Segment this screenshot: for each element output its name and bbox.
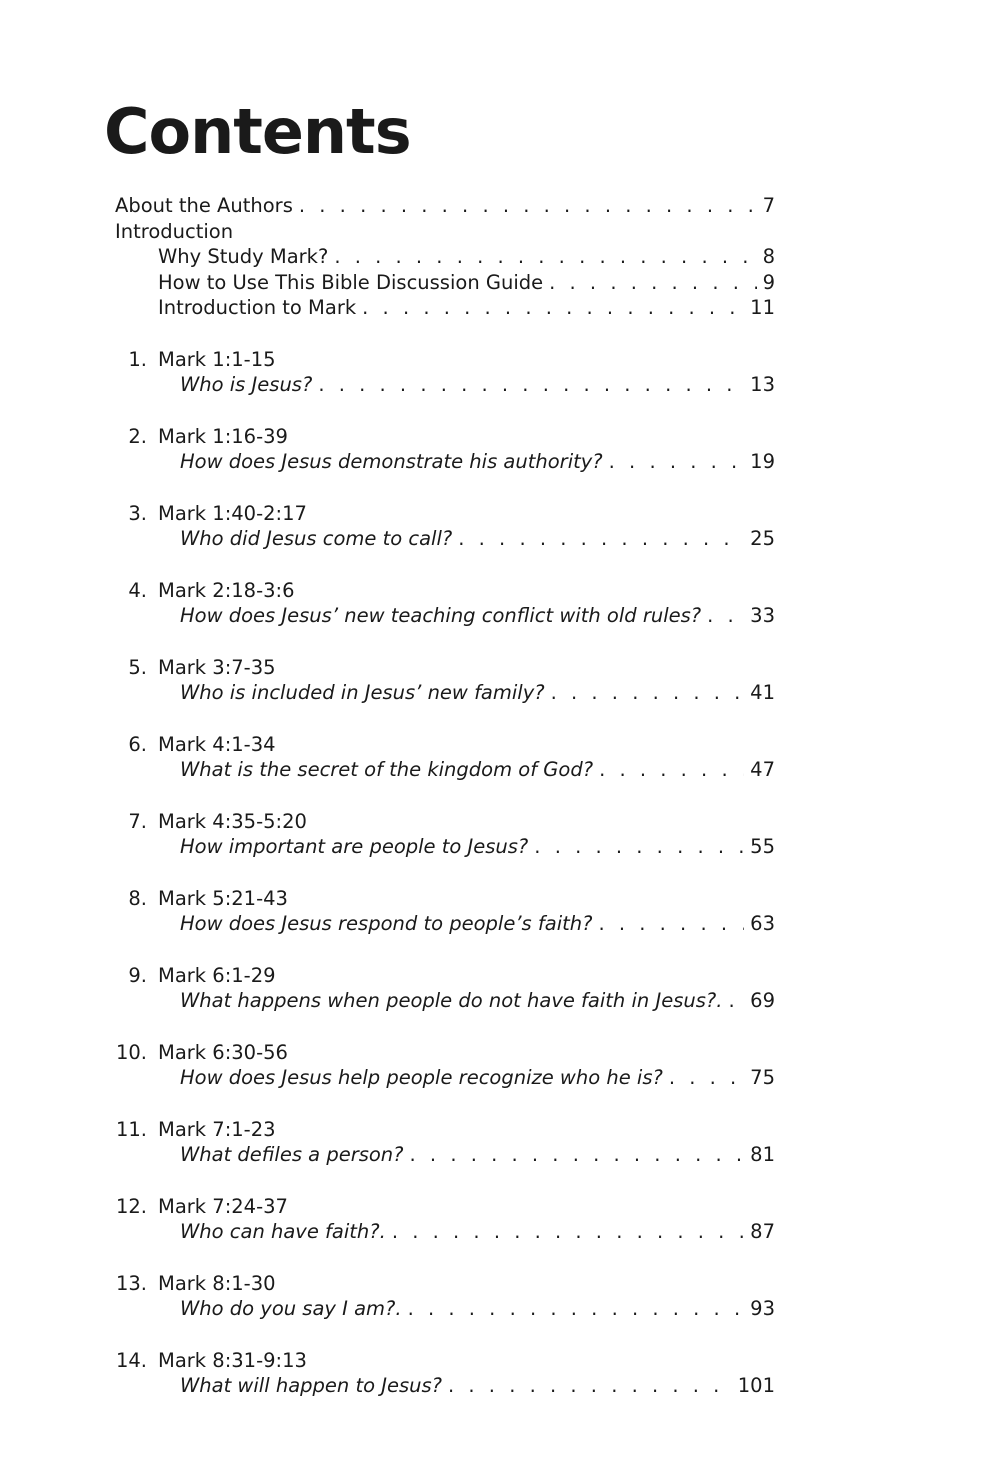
chapter-number bbox=[115, 424, 147, 450]
chapter-passage: Mark 1:16-39 bbox=[158, 424, 288, 448]
chapter-entry bbox=[115, 1271, 775, 1348]
page-number: 19 bbox=[750, 450, 775, 474]
page-number: 11 bbox=[750, 296, 775, 320]
dot-leader bbox=[408, 1296, 745, 1322]
chapter-passage: Mark 7:1-23 bbox=[158, 1117, 276, 1141]
chapter-question-row[interactable] bbox=[115, 1065, 775, 1091]
chapter-question: What is the secret of the kingdom of God? bbox=[180, 758, 594, 782]
chapter-number bbox=[115, 347, 147, 373]
chapter-entry bbox=[115, 347, 775, 424]
dot-leader bbox=[551, 680, 745, 706]
chapter-question: How does Jesus’ new teaching conflict with old rules? bbox=[180, 604, 702, 628]
chapter-heading bbox=[115, 732, 775, 758]
toc-entry[interactable] bbox=[115, 295, 775, 321]
chapter-heading bbox=[115, 501, 775, 527]
chapter-passage: Mark 2:18-3:6 bbox=[158, 578, 295, 602]
chapter-question-row[interactable] bbox=[115, 449, 775, 475]
chapter-number bbox=[115, 1348, 147, 1374]
chapter-entry bbox=[115, 578, 775, 655]
chapter-passage: Mark 7:24-37 bbox=[158, 1194, 288, 1218]
chapter-question: What will happen to Jesus? bbox=[180, 1374, 443, 1398]
dot-leader bbox=[362, 295, 744, 321]
chapter-number bbox=[115, 963, 147, 989]
page-number: 81 bbox=[750, 1143, 775, 1167]
chapter-number-text: 12. bbox=[115, 1194, 147, 1218]
chapter-passage: Mark 6:30-56 bbox=[158, 1040, 288, 1064]
chapter-number bbox=[115, 1271, 147, 1297]
dot-leader bbox=[318, 372, 744, 398]
page-number: 13 bbox=[750, 373, 775, 397]
entry-title: About the Authors bbox=[115, 194, 293, 217]
toc-entry[interactable] bbox=[115, 244, 775, 270]
dot-leader bbox=[707, 603, 744, 629]
chapter-number-text: 10. bbox=[115, 1040, 147, 1064]
chapter-heading bbox=[115, 963, 775, 989]
chapter-passage: Mark 6:1-29 bbox=[158, 963, 276, 987]
entry-title: Introduction bbox=[115, 219, 234, 243]
chapter-passage: Mark 4:1-34 bbox=[158, 732, 276, 756]
chapter-heading bbox=[115, 655, 775, 681]
chapter-passage: Mark 8:1-30 bbox=[158, 1271, 276, 1295]
page-number: 63 bbox=[750, 912, 775, 936]
chapter-number bbox=[115, 1040, 147, 1066]
page-number: 87 bbox=[750, 1220, 775, 1244]
chapter-number-text: 11. bbox=[115, 1117, 147, 1141]
chapter-heading bbox=[115, 1271, 775, 1297]
chapter-question-row[interactable] bbox=[115, 1219, 775, 1245]
chapter-heading bbox=[115, 424, 775, 450]
chapter-passage: Mark 1:1-15 bbox=[158, 347, 276, 371]
dot-leader bbox=[299, 193, 757, 219]
page-number: 41 bbox=[750, 681, 775, 705]
chapter-number bbox=[115, 1194, 147, 1220]
chapter-entry bbox=[115, 809, 775, 886]
dot-leader bbox=[448, 1373, 732, 1399]
chapter-number-text: 14. bbox=[115, 1348, 147, 1372]
chapter-number-text: 2. bbox=[128, 424, 147, 448]
chapter-number-text: 9. bbox=[128, 963, 147, 987]
chapter-number bbox=[115, 1117, 147, 1143]
page-number: 101 bbox=[737, 1374, 775, 1398]
chapter-entry bbox=[115, 732, 775, 809]
chapter-question-row[interactable] bbox=[115, 603, 775, 629]
chapter-entry bbox=[115, 1040, 775, 1117]
chapter-question-row[interactable] bbox=[115, 1142, 775, 1168]
chapter-number-text: 1. bbox=[128, 347, 147, 371]
chapter-number bbox=[115, 655, 147, 681]
chapter-heading bbox=[115, 347, 775, 373]
chapter-question-row[interactable] bbox=[115, 834, 775, 860]
entry-title: How to Use This Bible Discussion Guide bbox=[158, 270, 544, 294]
page-number: 69 bbox=[750, 989, 775, 1013]
chapter-question-row[interactable] bbox=[115, 1373, 775, 1399]
chapter-passage: Mark 1:40-2:17 bbox=[158, 501, 307, 525]
dot-leader bbox=[609, 449, 745, 475]
chapter-entry bbox=[115, 1117, 775, 1194]
chapter-passage: Mark 3:7-35 bbox=[158, 655, 276, 679]
chapter-question: What happens when people do not have faith in Jesus?. bbox=[180, 989, 723, 1013]
chapter-question-row[interactable] bbox=[115, 1296, 775, 1322]
front-matter bbox=[115, 193, 775, 321]
chapter-list bbox=[115, 347, 775, 1425]
chapter-question-row[interactable] bbox=[115, 680, 775, 706]
chapter-entry bbox=[115, 886, 775, 963]
chapter-number bbox=[115, 578, 147, 604]
dot-leader bbox=[549, 270, 756, 296]
dot-leader bbox=[458, 526, 744, 552]
chapter-question-row[interactable] bbox=[115, 757, 775, 783]
chapter-question: How does Jesus demonstrate his authority? bbox=[180, 450, 603, 474]
toc-entry[interactable] bbox=[115, 193, 775, 219]
chapter-question-row[interactable] bbox=[115, 911, 775, 937]
dot-leader bbox=[599, 757, 744, 783]
page-number: 7 bbox=[762, 194, 775, 217]
chapter-entry bbox=[115, 424, 775, 501]
page-title: Contents bbox=[104, 95, 411, 168]
chapter-heading bbox=[115, 809, 775, 835]
chapter-question: Who is included in Jesus’ new family? bbox=[180, 681, 545, 705]
chapter-question: Who do you say I am?. bbox=[180, 1297, 402, 1321]
chapter-entry bbox=[115, 963, 775, 1040]
chapter-number-text: 6. bbox=[128, 732, 147, 756]
dot-leader bbox=[669, 1065, 744, 1091]
chapter-passage: Mark 5:21-43 bbox=[158, 886, 288, 910]
chapter-heading bbox=[115, 1348, 775, 1374]
chapter-question: Who is Jesus? bbox=[180, 373, 313, 397]
chapter-number-text: 4. bbox=[128, 578, 147, 602]
chapter-question: What defiles a person? bbox=[180, 1143, 404, 1167]
chapter-passage: Mark 4:35-5:20 bbox=[158, 809, 307, 833]
page-number: 75 bbox=[750, 1066, 775, 1090]
chapter-number-text: 5. bbox=[128, 655, 147, 679]
chapter-number bbox=[115, 732, 147, 758]
dot-leader bbox=[598, 911, 744, 937]
chapter-number-text: 13. bbox=[115, 1271, 147, 1295]
chapter-question: How does Jesus help people recognize who he is? bbox=[180, 1066, 663, 1090]
chapter-question: Who can have faith?. bbox=[180, 1220, 386, 1244]
toc-entry[interactable] bbox=[115, 219, 775, 245]
page-number: 8 bbox=[762, 245, 775, 269]
dot-leader bbox=[334, 244, 756, 270]
chapter-number-text: 8. bbox=[128, 886, 147, 910]
chapter-number-text: 3. bbox=[128, 501, 147, 525]
chapter-question-row[interactable] bbox=[115, 526, 775, 552]
entry-title: Introduction to Mark bbox=[158, 296, 357, 320]
chapter-question-row[interactable] bbox=[115, 372, 775, 398]
page-number: 55 bbox=[750, 835, 775, 859]
chapter-question-row[interactable] bbox=[115, 988, 775, 1014]
entry-title: Why Study Mark? bbox=[158, 245, 329, 269]
page-number: 33 bbox=[750, 604, 775, 628]
chapter-number bbox=[115, 886, 147, 912]
page-number: 47 bbox=[750, 758, 775, 782]
page-number: 93 bbox=[750, 1297, 775, 1321]
dot-leader bbox=[728, 988, 744, 1014]
chapter-heading bbox=[115, 578, 775, 604]
page-number: 9 bbox=[762, 270, 775, 294]
chapter-question: Who did Jesus come to call? bbox=[180, 527, 453, 551]
chapter-number-text: 7. bbox=[128, 809, 147, 833]
chapter-heading bbox=[115, 1040, 775, 1066]
chapter-number bbox=[115, 809, 147, 835]
chapter-entry bbox=[115, 1348, 775, 1425]
dot-leader bbox=[410, 1142, 745, 1168]
table-of-contents bbox=[115, 193, 775, 1425]
chapter-number bbox=[115, 501, 147, 527]
toc-entry[interactable] bbox=[115, 270, 775, 296]
chapter-heading bbox=[115, 1117, 775, 1143]
chapter-question: How important are people to Jesus? bbox=[180, 835, 529, 859]
chapter-heading bbox=[115, 886, 775, 912]
chapter-passage: Mark 8:31-9:13 bbox=[158, 1348, 307, 1372]
page-number: 25 bbox=[750, 527, 775, 551]
chapter-entry bbox=[115, 501, 775, 578]
chapter-heading bbox=[115, 1194, 775, 1220]
chapter-question: How does Jesus respond to people’s faith? bbox=[180, 912, 593, 936]
dot-leader bbox=[392, 1219, 744, 1245]
chapter-entry bbox=[115, 1194, 775, 1271]
dot-leader bbox=[534, 834, 744, 860]
chapter-entry bbox=[115, 655, 775, 732]
